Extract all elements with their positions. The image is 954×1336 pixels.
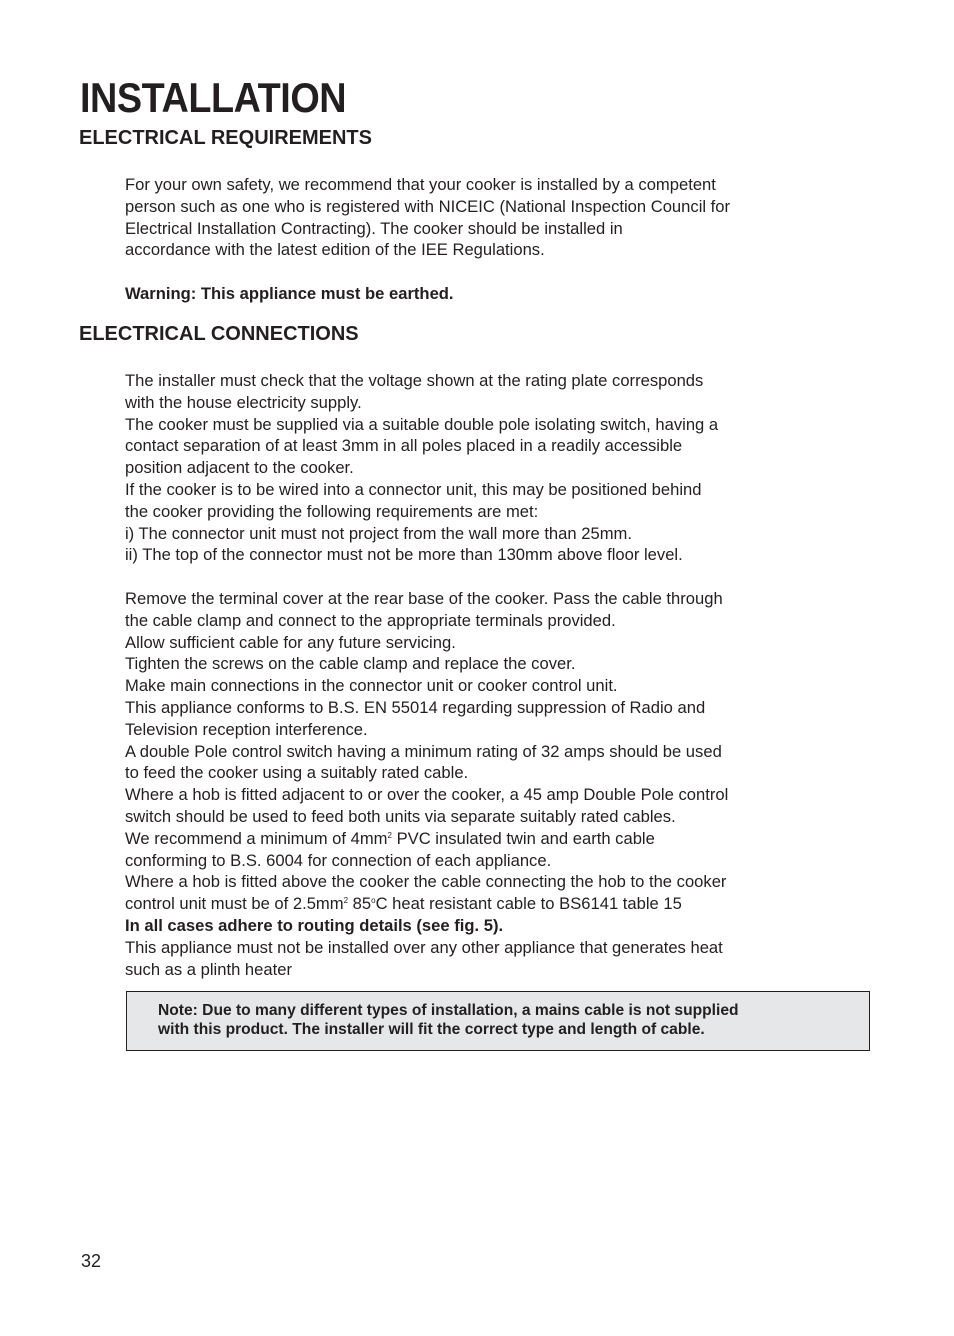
electrical-requirements-text	[125, 174, 815, 305]
text-line: switch should be used to feed both units via separate suitably rated cables.	[125, 806, 676, 826]
text-line: with the house electricity supply.	[125, 392, 362, 412]
earth-warning: Warning: This appliance must be earthed.	[125, 283, 454, 303]
electrical-requirements-heading: ELECTRICAL REQUIREMENTS	[79, 127, 372, 149]
cable-note-box	[126, 991, 870, 1051]
text-line: If the cooker is to be wired into a connector unit, this may be positioned behind	[125, 479, 702, 499]
page-number: 32	[81, 1251, 102, 1271]
text-line: Where a hob is fitted adjacent to or over the cooker, a 45 amp Double Pole control	[125, 785, 729, 805]
text-line: Allow sufficient cable for any future servicing.	[125, 632, 456, 652]
text-line: position adjacent to the cooker.	[125, 458, 354, 478]
electrical-connections-text	[125, 370, 815, 980]
text-line: For your own safety, we recommend that your cooker is installed by a competent	[125, 175, 716, 194]
text-line: The installer must check that the voltage shown at the rating plate corresponds	[125, 371, 704, 390]
text-line: ii) The top of the connector must not be more than 130mm above floor level.	[125, 545, 683, 565]
text-line: This appliance conforms to B.S. EN 55014 regarding suppression of Radio and	[125, 697, 706, 717]
routing-instruction: In all cases adhere to routing details (see fig. 5).	[125, 915, 504, 935]
text-line: conforming to B.S. 6004 for connection of each appliance.	[125, 850, 552, 870]
text-line: contact separation of at least 3mm in all poles placed in a readily accessible	[125, 436, 683, 456]
text-line: the cooker providing the following requirements are met:	[125, 501, 539, 521]
text-line: such as a plinth heater	[125, 959, 292, 979]
note-line: Note: Due to many different types of installation, a mains cable is not supplied	[158, 1002, 739, 1019]
text-line: Make main connections in the connector unit or cooker control unit.	[125, 676, 618, 696]
text-line: The cooker must be supplied via a suitable double pole isolating switch, having a	[125, 414, 719, 434]
text-line: the cable clamp and connect to the appropriate terminals provided.	[125, 610, 616, 630]
text-line: i) The connector unit must not project from the wall more than 25mm.	[125, 523, 632, 543]
text-line: person such as one who is registered with NICEIC (National Inspection Council for	[125, 196, 731, 216]
text-line: accordance with the latest edition of the IEE Regulations.	[125, 240, 545, 260]
text-line: Television reception interference.	[125, 719, 368, 739]
text-line: to feed the cooker using a suitably rated cable.	[125, 763, 469, 783]
control-unit-cable-line: control unit must be of $2.5mm^2$ 85$^o$C heat resistant cable to BS6141 table 15	[125, 894, 682, 914]
electrical-connections-heading: ELECTRICAL CONNECTIONS	[79, 323, 359, 345]
text-line: This appliance must not be installed over any other appliance that generates heat	[125, 937, 723, 957]
page-title: INSTALLATION	[80, 74, 347, 121]
note-line: with this product. The installer will fit the correct type and length of cable.	[158, 1020, 705, 1038]
text-line: A double Pole control switch having a minimum rating of 32 amps should be used	[125, 741, 722, 761]
pvc-cable-line: We recommend a minimum of $4mm^2$ PVC insulated twin and earth cable	[125, 828, 655, 848]
text-line: Remove the terminal cover at the rear base of the cooker. Pass the cable through	[125, 588, 723, 608]
text-line: Tighten the screws on the cable clamp and replace the cover.	[125, 654, 576, 674]
text-line: Electrical Installation Contracting). The cooker should be installed in	[125, 218, 623, 238]
text-line: Where a hob is fitted above the cooker the cable connecting the hob to the cooker	[125, 872, 727, 892]
